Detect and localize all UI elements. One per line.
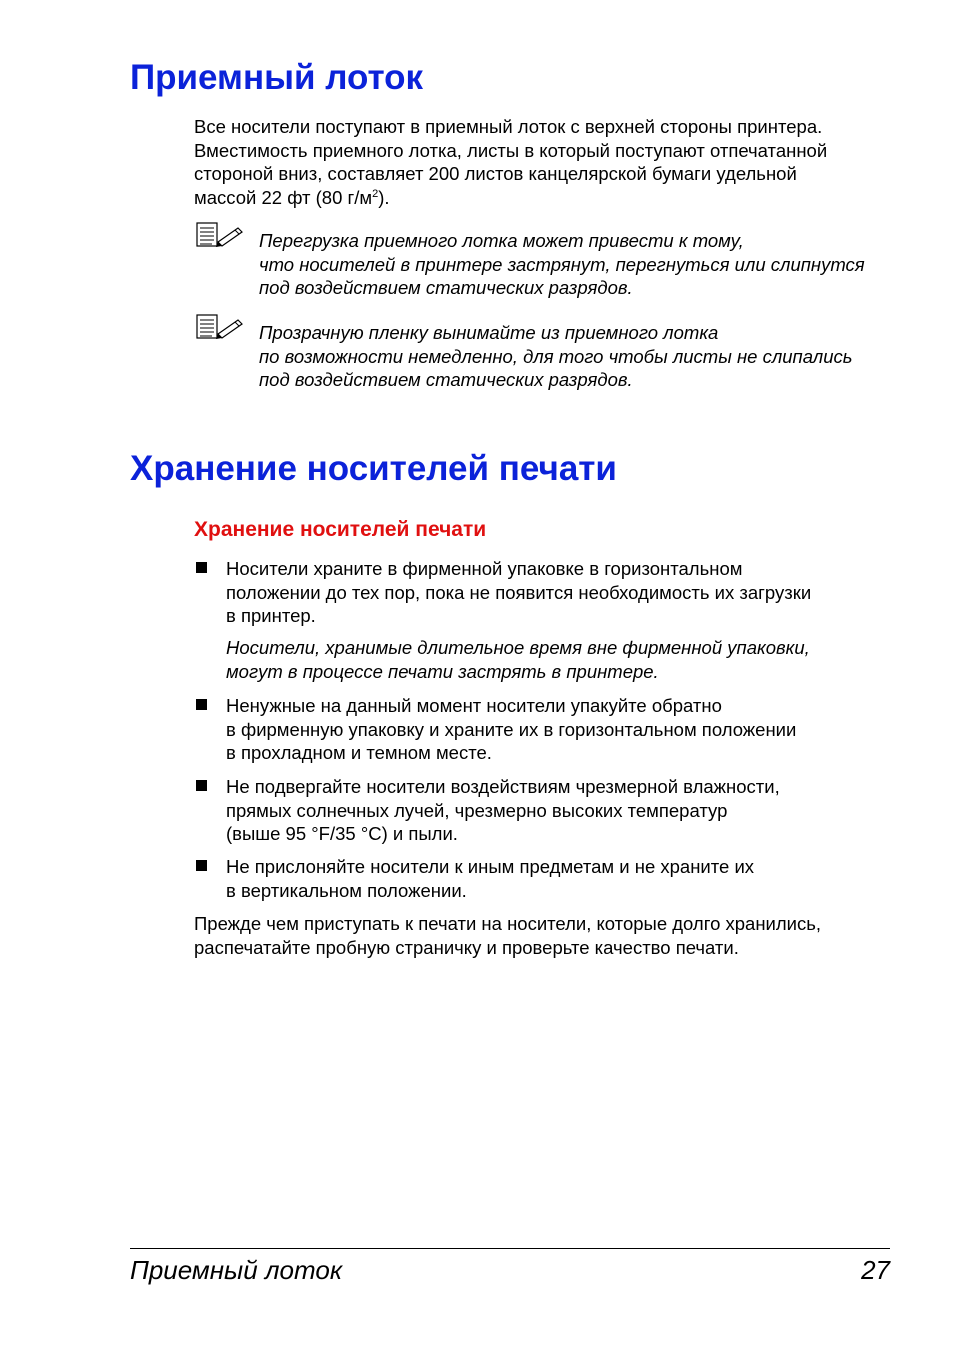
- page-title: Приемный лоток: [130, 58, 424, 97]
- list-item-line: положении до тех пор, пока не появится необходимость их загрузки: [226, 581, 812, 603]
- list-item-text: [226, 855, 896, 902]
- note-line: под воздействием статических разрядов.: [259, 369, 633, 390]
- list-item-line: Не подвергайте носители воздействиям чрезмерной влажности,: [226, 776, 780, 797]
- note-line: Прозрачную пленку вынимайте из приемного лотка: [259, 322, 719, 343]
- list-item-line: Ненужные на данный момент носители упакуйте обратно: [226, 695, 722, 716]
- intro-line: Все носители поступают в приемный лоток с верхней стороны принтера.: [194, 116, 823, 137]
- intro-line: Вместимость приемного лотка, листы в который поступают отпечатанной: [194, 139, 828, 161]
- list-item-note: [226, 636, 886, 683]
- closing-paragraph: [194, 912, 894, 959]
- closing-line: распечатайте пробную страничку и проверьте качество печати.: [194, 936, 739, 958]
- list-item-line: Не прислоняйте носители к иным предметам и не храните их: [226, 856, 755, 877]
- list-item-note-line: могут в процессе печати застрять в принтере.: [226, 660, 659, 682]
- closing-line: Прежде чем приступать к печати на носители, которые долго хранились,: [194, 913, 822, 934]
- note-line: по возможности немедленно, для того чтобы листы не слипались: [259, 345, 853, 367]
- list-item-line: в фирменную упаковку и храните их в горизонтальном положении: [226, 718, 797, 740]
- intro-last-text: массой 22 фт (80 г/м: [194, 186, 373, 208]
- list-item-line: (выше 95 °F/35 °C) и пыли.: [226, 823, 458, 844]
- list-item-text: [226, 557, 896, 628]
- note-line: что носителей в принтере застрянут, перегнуться или слипнутся: [259, 253, 865, 275]
- intro-line: стороной вниз, составляет 200 листов канцелярской бумаги удельной: [194, 163, 797, 184]
- bullet-square-icon: [196, 860, 207, 871]
- note-text: [259, 321, 899, 392]
- note-line: Перегрузка приемного лотка может привести к тому,: [259, 230, 744, 251]
- footer-divider: [130, 1248, 890, 1249]
- list-item-line: в вертикальном положении.: [226, 879, 467, 901]
- list-item-line: в принтер.: [226, 605, 316, 626]
- bullet-square-icon: [196, 562, 207, 573]
- footer-title: Приемный лоток: [130, 1255, 343, 1285]
- section-subtitle: Хранение носителей печати: [194, 518, 487, 541]
- page-number: 27: [861, 1255, 890, 1285]
- note-line: под воздействием статических разрядов.: [259, 277, 633, 298]
- list-item-line: в прохладном и темном месте.: [226, 742, 492, 763]
- superscript: 2: [372, 187, 379, 200]
- intro-line: [194, 186, 894, 210]
- section-title: Хранение носителей печати: [130, 449, 617, 488]
- note-pencil-icon: [196, 222, 244, 248]
- list-item-line: прямых солнечных лучей, чрезмерно высоких температур: [226, 799, 728, 821]
- list-item-note-line: Носители, хранимые длительное время вне фирменной упаковки,: [226, 637, 810, 658]
- list-item-text: [226, 775, 896, 846]
- bullet-square-icon: [196, 699, 207, 710]
- list-item-line: Носители храните в фирменной упаковке в горизонтальном: [226, 558, 743, 579]
- list-item-text: [226, 694, 896, 765]
- note-pencil-icon: [196, 314, 244, 340]
- intro-last-suffix: ).: [378, 186, 390, 208]
- note-text: [259, 229, 899, 300]
- intro-paragraph: [194, 115, 894, 209]
- bullet-square-icon: [196, 780, 207, 791]
